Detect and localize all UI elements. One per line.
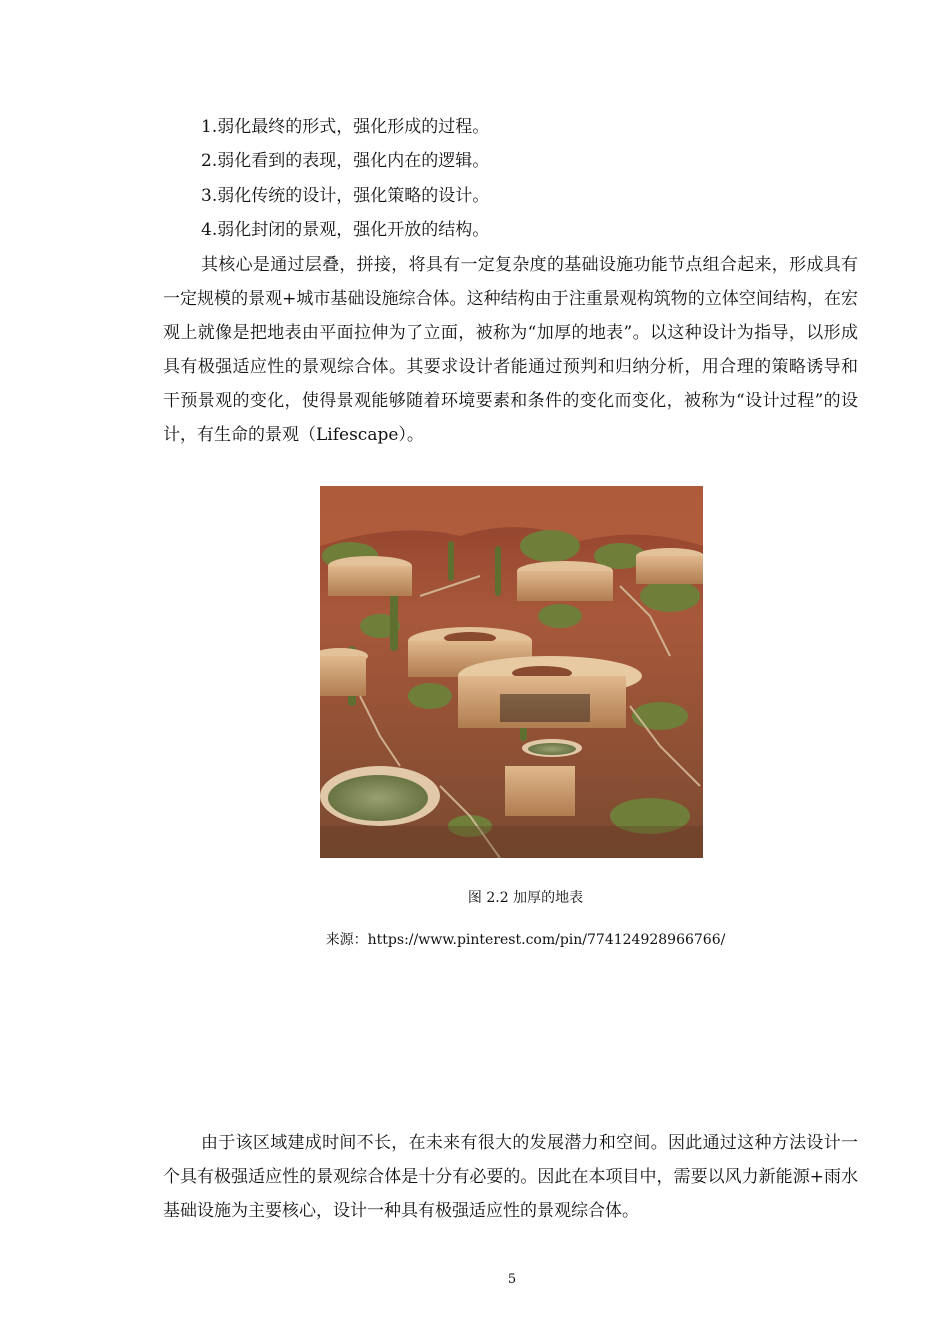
figure-source: 来源：https://www.pinterest.com/pin/774124928966766/ bbox=[325, 932, 726, 948]
page-number: 5 bbox=[507, 1272, 517, 1287]
figure-caption: 图 2.2 加厚的地表 bbox=[467, 890, 584, 906]
list-item-4: 4.弱化封闭的景观，强化开放的结构。 bbox=[201, 220, 490, 240]
list-item-1: 1.弱化最终的形式，强化形成的过程。 bbox=[201, 117, 490, 137]
body-paragraph-1: 其核心是通过层叠，拼接，将具有一定复杂度的基础设施功能节点组合起来，形成具有一定规模的景观+城市基础设施综合体。这种结构由于注重景观构筑物的立体空间结构，在宏观上就像是把地表由平面拉伸为了立面，被称为“加厚的地表”。以这种设计为指导，以形成具有极强适应性的景观综合体。其要求设计者能通过预判和归纳分析，用合理的策略诱导和干预景观的变化，使得景观能够随着环境要素和条件的变化而变化，被称为“设计过程”的设计，有生命的景观（Lifescape）。 bbox=[163, 255, 858, 445]
body-paragraph-2: 由于该区域建成时间不长，在未来有很大的发展潜力和空间。因此通过这种方法设计一个具有极强适应性的景观综合体是十分有必要的。因此在本项目中，需要以风力新能源+雨水基础设施为主要核心，设计一种具有极强适应性的景观综合体。 bbox=[163, 1133, 858, 1221]
list-item-3: 3.弱化传统的设计，强化策略的设计。 bbox=[201, 186, 490, 206]
list-item-2: 2.弱化看到的表现，强化内在的逻辑。 bbox=[201, 151, 490, 171]
figure-thickened-surface-image bbox=[320, 486, 703, 858]
